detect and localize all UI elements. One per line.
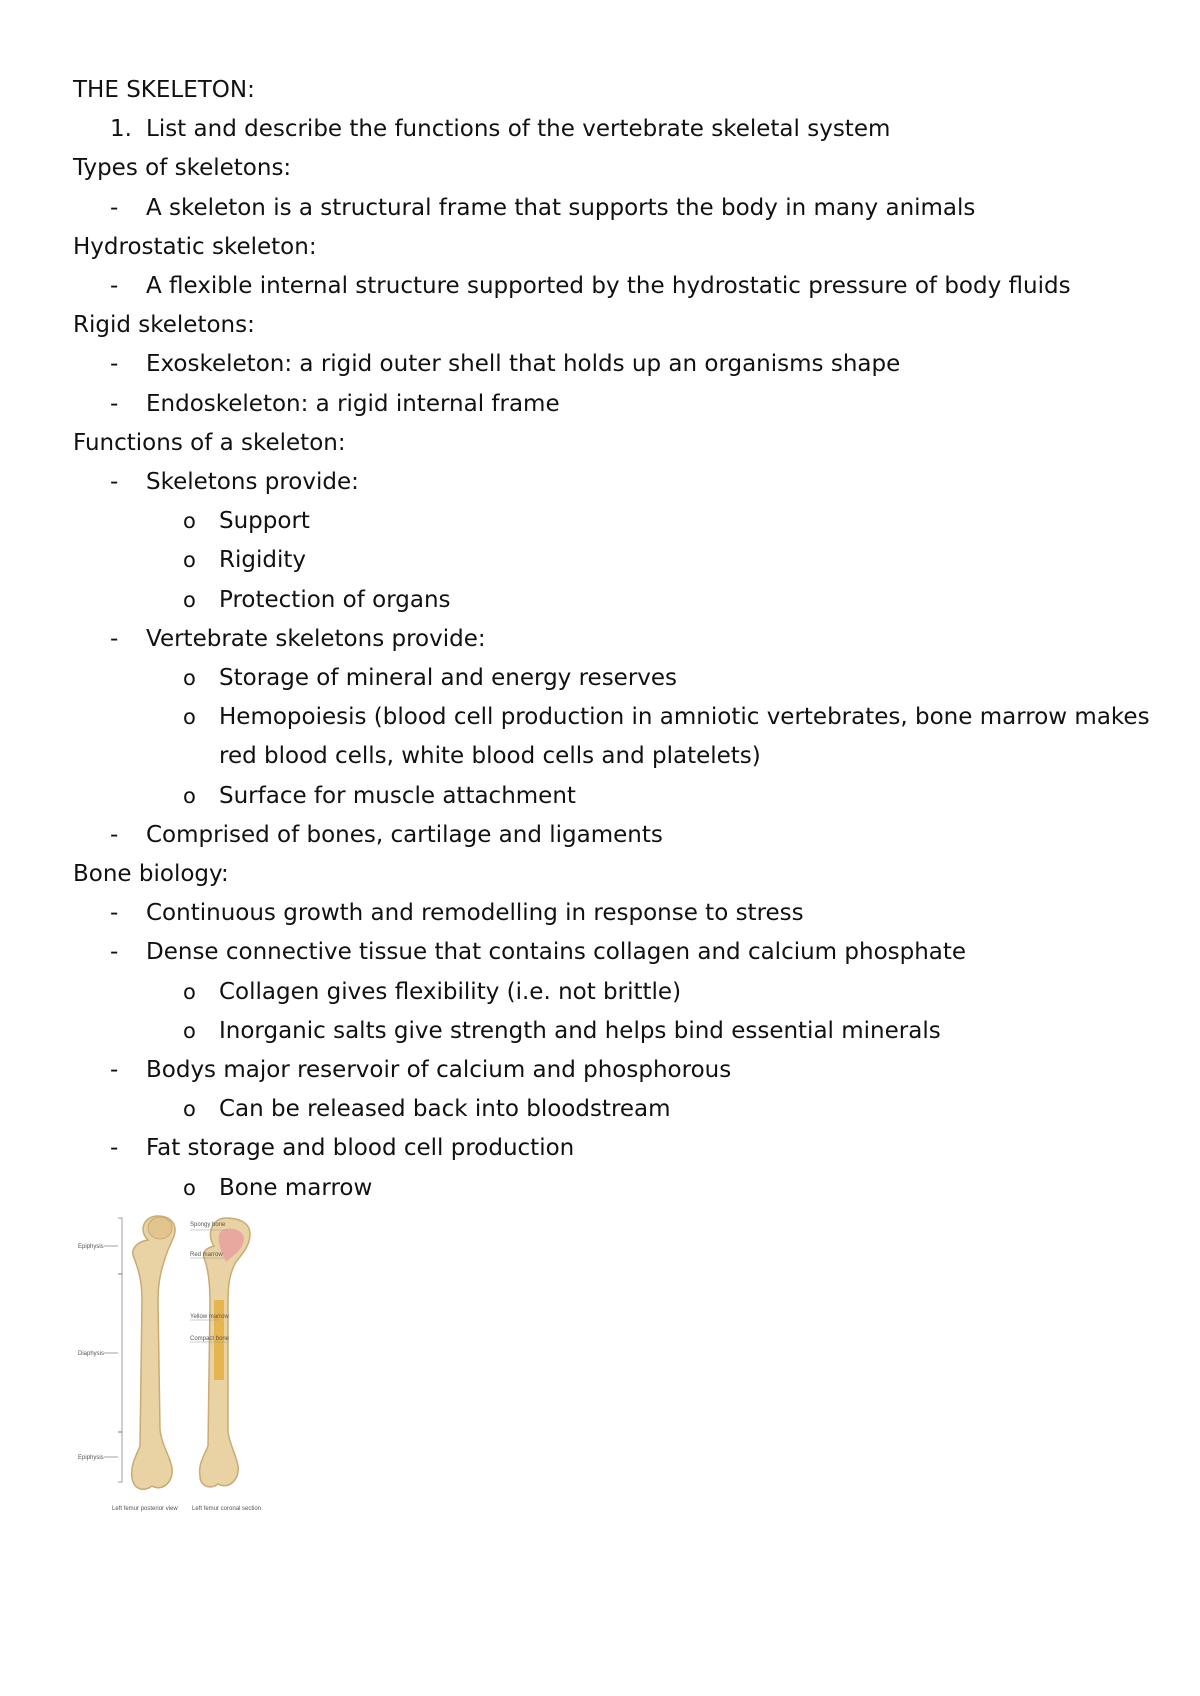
list-item: A flexible internal structure supported by the hydrostatic pressure of body fluids xyxy=(146,273,1071,299)
list-item: Skeletons provide: xyxy=(146,469,359,495)
sub-list-item: Can be released back into bloodstream xyxy=(219,1096,671,1123)
list-item: Vertebrate skeletons provide: xyxy=(146,625,486,652)
label-epiphysis-bottom: Epiphysis xyxy=(78,1455,104,1461)
bullet-marker: - xyxy=(110,469,119,495)
sub-list-item: red blood cells, white blood cells and platelets) xyxy=(219,743,761,770)
bullet-marker: - xyxy=(110,625,119,652)
section-heading: THE SKELETON: xyxy=(73,77,255,103)
sub-bullet-marker: o xyxy=(183,783,196,808)
label-epiphysis-top: Epiphysis xyxy=(78,1244,104,1250)
sub-list-item: Storage of mineral and energy reserves xyxy=(219,665,678,691)
section-heading: Types of skeletons: xyxy=(73,155,292,182)
label-red-marrow: Red marrow xyxy=(190,1252,223,1258)
bullet-marker: - xyxy=(110,939,119,966)
femur-coronal-section xyxy=(200,1218,250,1487)
list-item: A skeleton is a structural frame that supports the body in many animals xyxy=(146,194,976,221)
sub-bullet-marker: o xyxy=(183,587,196,612)
bullet-marker: - xyxy=(110,1057,119,1083)
bullet-marker: - xyxy=(110,390,119,417)
sub-bullet-marker: o xyxy=(183,666,196,690)
label-diaphysis: Diaphysis xyxy=(78,1351,105,1357)
label-compact-bone: Compact bone xyxy=(190,1336,230,1342)
caption-coronal-section: Left femur coronal section xyxy=(192,1506,262,1512)
sub-bullet-marker: o xyxy=(183,548,196,573)
label-yellow-marrow: Yellow marrow xyxy=(190,1314,229,1320)
list-item: Bodys major reservoir of calcium and phosphorous xyxy=(146,1057,732,1083)
sub-list-item: Hemopoiesis (blood cell production in amniotic vertebrates, bone marrow makes xyxy=(219,704,1150,731)
sub-list-item: Surface for muscle attachment xyxy=(219,782,576,809)
list-item: Continuous growth and remodelling in response to stress xyxy=(146,900,804,927)
list-item: Endoskeleton: a rigid internal frame xyxy=(146,390,560,417)
sub-bullet-marker: o xyxy=(183,705,196,730)
bullet-marker: - xyxy=(110,821,119,848)
sub-bullet-marker: o xyxy=(183,1175,196,1200)
bullet-marker: - xyxy=(110,351,119,378)
sub-list-item: Bone marrow xyxy=(219,1174,373,1201)
section-heading: Functions of a skeleton: xyxy=(73,429,346,456)
section-heading: Rigid skeletons: xyxy=(73,312,255,339)
sub-list-item: Rigidity xyxy=(219,547,306,574)
sub-bullet-marker: o xyxy=(183,979,196,1004)
section-heading: Hydrostatic skeleton: xyxy=(73,233,317,260)
bullet-marker: - xyxy=(110,273,119,299)
label-spongy-bone: Spongy bone xyxy=(190,1222,226,1228)
sub-list-item: Collagen gives flexibility (i.e. not brittle) xyxy=(219,978,682,1005)
figure-brackets xyxy=(104,1218,122,1482)
caption-posterior-view: Left femur posterior view xyxy=(112,1506,178,1512)
bullet-marker: - xyxy=(110,194,119,221)
sub-bullet-marker: o xyxy=(183,509,196,534)
bullet-marker: - xyxy=(110,900,119,927)
sub-list-item: Support xyxy=(219,508,310,535)
bullet-marker: 1. xyxy=(110,116,132,143)
sub-bullet-marker: o xyxy=(183,1097,196,1122)
list-item: List and describe the functions of the vertebrate skeletal system xyxy=(146,116,891,143)
femur-posterior-view xyxy=(132,1216,175,1489)
list-item: Comprised of bones, cartilage and ligaments xyxy=(146,821,663,848)
sub-bullet-marker: o xyxy=(183,1018,196,1043)
sub-list-item: Protection of organs xyxy=(219,586,451,613)
list-item: Fat storage and blood cell production xyxy=(146,1135,575,1162)
list-item: Dense connective tissue that contains collagen and calcium phosphate xyxy=(146,939,967,966)
sub-list-item: Inorganic salts give strength and helps bind essential minerals xyxy=(219,1017,941,1044)
list-item: Exoskeleton: a rigid outer shell that holds up an organisms shape xyxy=(146,351,901,378)
section-heading: Bone biology: xyxy=(73,861,229,887)
bullet-marker: - xyxy=(110,1135,119,1162)
femur-figure xyxy=(78,1210,278,1530)
